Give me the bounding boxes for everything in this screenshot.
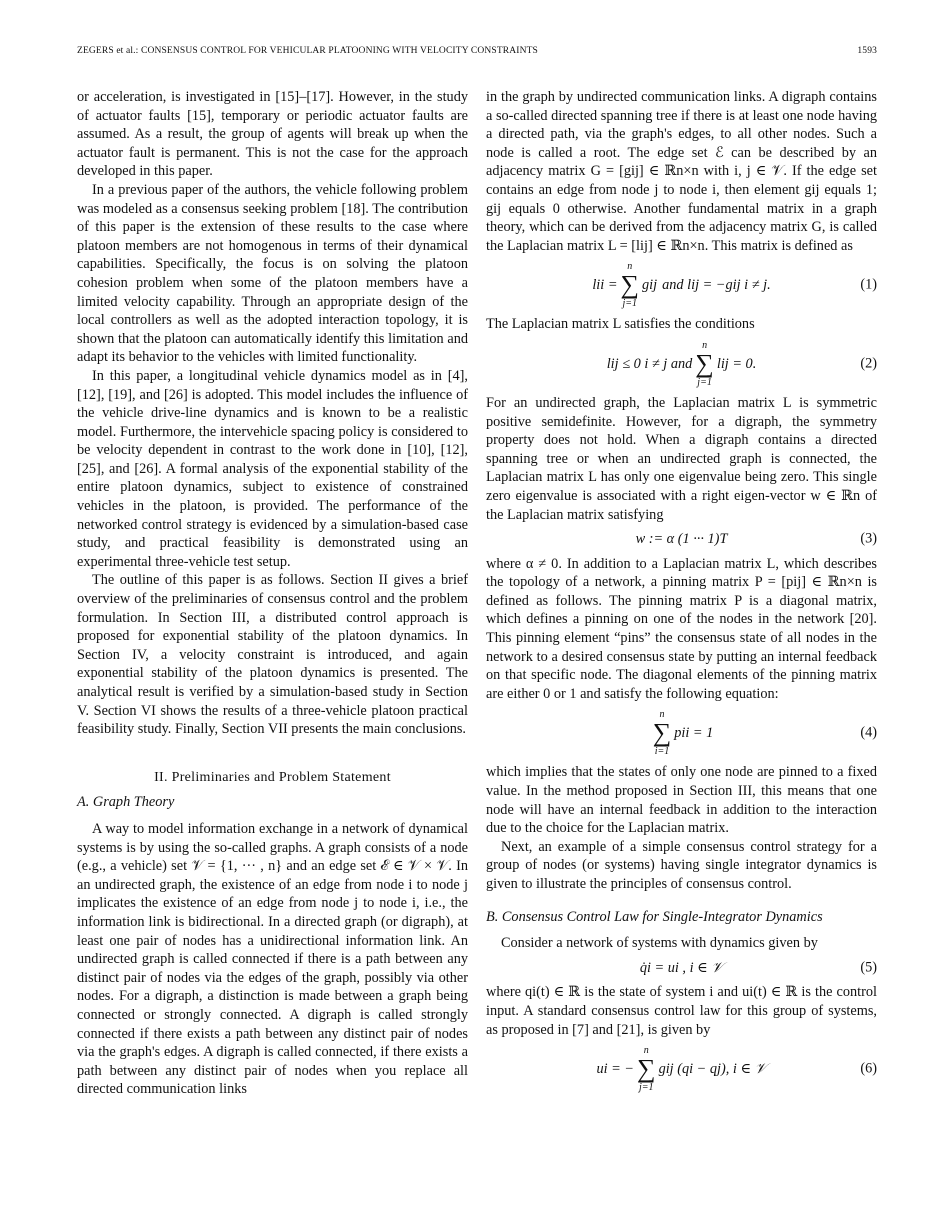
summation [637, 1045, 656, 1093]
paragraph: The outline of this paper is as follows. Section II gives a brief overview of the preliminaries of consensus control and the problem formulation. In Section III, a distributed control approach is proposed for exponential stability of the platoon dynamics. In Section IV, a velocity constraint is introduced, and again exponential stability of the platoon dynamics is presented. The analytical result is verified by a simulation-based study in Section V. Section VI shows the results of a three-vehicle platoon practical feasibility study. Finally, Section VII presents the main conclusions. [77, 572, 468, 738]
summation [653, 709, 672, 757]
sum-lower: i=1 [654, 746, 670, 758]
equation-number: (2) [860, 355, 877, 372]
paragraph: Consider a network of systems with dynamics given by [501, 935, 818, 952]
eq6-rest: gij (qi − qj), i ∈ 𝒱 [658, 1060, 767, 1077]
eq4-term: pii = 1 [674, 725, 714, 742]
eq1-term: gij [642, 277, 658, 294]
sum-upper: n [702, 339, 708, 351]
paragraph: which implies that the states of only one node are pinned to a fixed value. In the method proposed in Section III, this means that one node will have an internal feedback in addition to the interaction due to the choice for the Laplacian matrix. [486, 764, 877, 837]
eq2-rest: lij = 0. [716, 355, 757, 372]
paragraph: A way to model information exchange in a network of dynamical systems is by using the so-called graphs. A graph consists of a node (e.g., a vehicle) set 𝒱 = {1, ··· , n} and an edge set ℰ ∈ 𝒱 × 𝒱. In an undirected graph, the existence of an edge from node i to node j implicates the existence of an edge from node j to node i, i.e., the information link is bidirectional. In a directed graph (or digraph), at least one pair of nodes has a unidirectional information link. An undirected graph is called connected if there is a path between any distinct pair of nodes via the edges of the graph, possibly via other nodes. For a digraph, a distinction is made between a graph being connected or strongly connected. A digraph is called strongly connected if there exists a path between any distinct pair of nodes via the graph's edges. A digraph is called connected, if there exists a path between any distinct pair of nodes when you replace all directed communication links [77, 820, 468, 1098]
eq6-lhs: ui = − [596, 1060, 635, 1077]
equation-number: (1) [860, 277, 877, 294]
right-column [486, 88, 877, 1099]
sum-upper: n [627, 261, 633, 273]
eq1-rest: and lij = −gij i ≠ j. [662, 277, 771, 294]
sum-sign: ∑ [637, 1054, 656, 1084]
sum-sign: ∑ [695, 348, 714, 378]
paragraph: In this paper, a longitudinal vehicle dynamics model as in [4], [12], [19], and [26] is adopted. This model includes the influence of the vehicle drive-line dynamics and is known to be a realistic model. Furthermore, the intervehicle spacing policy is considered to be velocity dependent in contrast to the work done in [10], [12], [25], and [26]. A formal analysis of the exponential stability of the entire platoon dynamics, subject to existence of constrained vehicles in the platoon, is provided. The performance of the networked control strategy is evidenced by a simulation-based case study, and practical feasibility is demonstrated using an experimental three-vehicle test setup. [77, 367, 468, 570]
equation-2 [486, 340, 877, 388]
sum-upper: n [659, 709, 665, 721]
paragraph: or acceleration, is investigated in [15]–[17]. However, in the study of actuator faults [15], temporary or periodic actuator faults are assumed. As a result, the group of agents will break up when the actuator fault is permanent. This is not the case for the approach developed in this paper. [77, 89, 468, 180]
equation-6 [486, 1045, 877, 1093]
sum-sign: ∑ [652, 718, 672, 748]
paragraph: where qi(t) ∈ ℝ is the state of system i and ui(t) ∈ ℝ is the control input. A standard consensus control law for this group of systems, as proposed in [7] and [21], is given by [486, 984, 877, 1038]
summation [695, 340, 714, 388]
equation-4 [486, 709, 877, 757]
section-title: II. Preliminaries and Problem Statement [154, 769, 391, 785]
eq3-body: w := α (1 ··· 1)T [635, 531, 728, 548]
eq2-lhs: lij ≤ 0 i ≠ j and [606, 355, 693, 372]
sum-lower: j=1 [697, 376, 712, 388]
sum-upper: n [643, 1045, 649, 1057]
equation-3 [486, 530, 877, 549]
paragraph: The Laplacian matrix L satisfies the conditions [486, 316, 755, 333]
paragraph: In a previous paper of the authors, the vehicle following problem was modeled as a consensus seeking problem [18]. The contribution of this paper is the extension of these results to the case where platoon members are not homogenous in terms of their dynamical capabilities. Specifically, the focus is on solving the platoon cohesion problem when some of the platoon members have a limited velocity capability. Through an appropriate design of the local controllers as well as the adopted interaction topology, it is shown that the platoon can automatically identify this limitation and adapt its behavior to the vehicles with limited functionality. [77, 181, 468, 366]
page-number: 1593 [857, 46, 877, 56]
running-title: ZEGERS et al.: CONSENSUS CONTROL FOR VEHICULAR PLATOONING WITH VELOCITY CONSTRAINTS [77, 46, 538, 56]
paragraph: where α ≠ 0. In addition to a Laplacian matrix L, which describes the topology of a network, a pinning matrix P = [pij] ∈ ℝn×n is defined as follows. The pinning matrix P is a diagonal matrix, which defines a pinning on one of the nodes in the network [20]. This pinning element “pins” the consensus state of all nodes in the network to a desired consensus state by putting an internal feedback on that specific node. The diagonal elements of the pinning matrix are either 0 or 1 and satisfy the following equation: [486, 555, 877, 702]
sum-sign: ∑ [620, 270, 640, 300]
paragraph: For an undirected graph, the Laplacian matrix L is symmetric positive semidefinite. However, for a digraph, the symmetry property does not hold. When a digraph contains a directed spanning tree or when an undirected graph is connected, the Laplacian matrix L has only one eigenvalue being zero. This single zero eigenvalue is associated with a right eigen-vector w ∈ ℝn of the Laplacian matrix satisfying [486, 394, 877, 523]
equation-number: (5) [860, 959, 877, 976]
equation-1 [486, 261, 877, 309]
equation-number: (6) [860, 1060, 877, 1077]
equation-5 [486, 959, 877, 978]
sum-lower: j=1 [622, 298, 637, 310]
eq5-body: q̇i = ui , i ∈ 𝒱 [639, 959, 724, 976]
sum-lower: j=1 [639, 1082, 654, 1094]
equation-number: (4) [860, 725, 877, 742]
subsection-title: B. Consensus Control Law for Single-Integrator Dynamics [486, 908, 823, 925]
paragraph: in the graph by undirected communication links. A digraph contains a so-called directed spanning tree if there is at least one node having a directed path, via the graph's edges, to all other nodes. Such a node is called a root. The edge set ℰ can be described by an adjacency matrix G = [gij] ∈ ℝn×n with i, j ∈ 𝒱. If the edge set contains an edge from node j to node i, then element gij equals 1; gij equals 0 otherwise. Another fundamental matrix in a graph theory, which can be derived from the adjacency matrix G, is called the Laplacian matrix L = [lij] ∈ ℝn×n. This matrix is defined as [486, 89, 877, 254]
running-header [77, 46, 877, 60]
summation [620, 261, 639, 309]
subsection-title: A. Graph Theory [77, 794, 175, 811]
paragraph: Next, an example of a simple consensus control strategy for a group of nodes (or systems) having single integrator dynamics is given to illustrate the principles of consensus control. [486, 838, 877, 892]
left-column [77, 88, 468, 1099]
eq1-lhs: lii = [592, 277, 618, 294]
equation-number: (3) [860, 531, 877, 548]
